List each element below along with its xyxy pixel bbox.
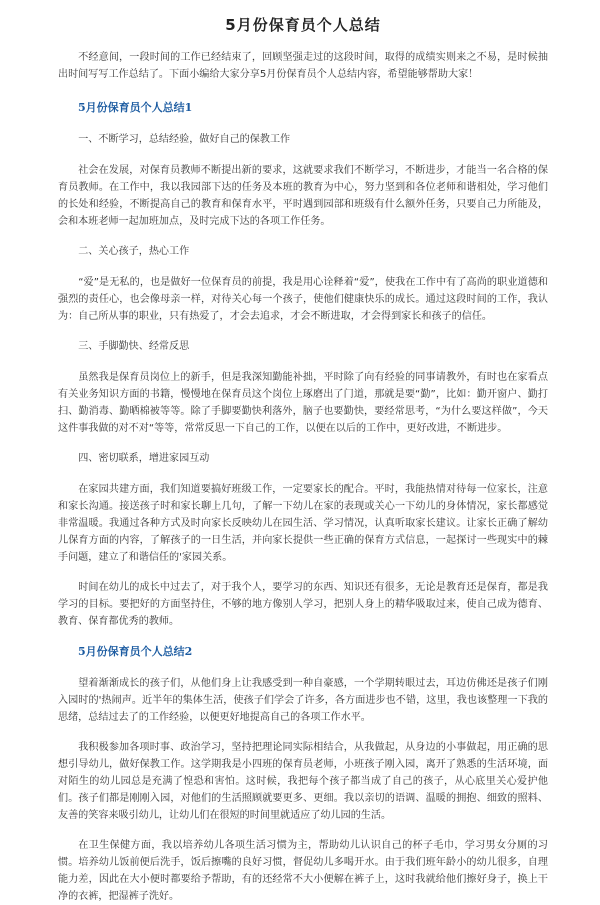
section-1-paragraph-1: 社会在发展，对保育员教师不断提出新的要求，这就要求我们不断学习，不断进步，才能当一名合格的保育员教师。在工作中，我以我园部下达的任务及本班的教育为中心，努力坚到和各位老师和谐相处，学习他们的长处和经验，不断提高自己的教育和保育水平，平时遇到园部和班级有什么额外任务，只要自己力所能及，会和本班老师一起加班加点，及时完成下达的各项工作任务。 xyxy=(58,165,548,227)
section-1-heading: 5月份保育员个人总结1 xyxy=(78,101,193,114)
section-2-paragraph-2: 我积极参加各项时事、政治学习，坚持把理论同实际相结合，从我做起，从身边的小事做起，用正确的思想引导幼儿，做好保教工作。这学期我是小四班的保育员老师，小班孩子刚入园，离开了熟悉的生活环境，面对陌生的幼儿园总是充满了惶恐和害怕。这时候，我把每个孩子都当成了自己的孩子，从心底里关心爱护他们。孩子们都是刚刚入园，对他们的生活照顾就要更多、更细。我以亲切的语调、温暖的拥抱、细致的照料、友善的笑容来吸引幼儿，让幼儿们在很短的时间里就适应了幼儿园的生活。 xyxy=(58,742,548,821)
section-1-paragraph-2: “爱”是无私的，也是做好一位保育员的前提，我是用心诠释着“爱”，使我在工作中有了高尚的职业道德和强烈的责任心，也会像母亲一样，对待关心每一个孩子，使他们健康快乐的成长。通过这段时间的工作，我认为：自己所从事的职业，只有热爱了，才会去追求，才会不断进取，才会得到家长和孩子的信任。 xyxy=(58,277,548,322)
section-1 xyxy=(58,99,548,630)
section-2 xyxy=(58,643,548,905)
intro-paragraph: 不经意间，一段时间的工作已经结束了，回顾坚强走过的这段时间，取得的成绩实则来之不易，是时候抽出时间写写工作总结了。下面小编给大家分享5月份保育员个人总结内容，希望能够帮助大家！ xyxy=(58,52,548,80)
section-1-subtitle-2: 二、关心孩子，热心工作 xyxy=(78,246,190,257)
page-title: 5月份保育员个人总结 xyxy=(225,16,381,34)
section-1-paragraph-3: 虽然我是保育员岗位上的新手，但是我深知勤能补拙，平时除了向有经验的同事请教外，有时也在家看点有关业务知识方面的书籍，慢慢地在保育员这个岗位上琢磨出了门道，那就是要“勤”，比如：勤开窗户、勤打扫、勤消毒、勤晒棉被等等。除了手脚要勤快利落外，脑子也要勤快，要经常思考，“为什么要这样做”，今天这件事我做的对不对“等等，常常反思一下自己的工作，以便在以后的工作中，更好改进，不断进步。 xyxy=(58,372,548,434)
section-2-paragraph-1: 望着渐渐成长的孩子们，从他们身上让我感受到一种自豪感，一个学期转眼过去，耳边仿佛还是孩子们刚入园时的'热闹声。近半年的集体生活，使孩子们学会了许多，各方面进步也不错，这里，我也该整理一下我的思绪，总结过去了的工作经验，以便更好地提高自己的各项工作水平。 xyxy=(58,678,548,723)
section-1-subtitle-3: 三、手脚勤快、经常反思 xyxy=(78,341,190,352)
section-1-subtitle-1: 一、不断学习，总结经验，做好自己的保教工作 xyxy=(78,134,291,145)
section-2-heading: 5月份保育员个人总结2 xyxy=(78,645,193,658)
section-2-paragraph-3: 在卫生保健方面，我以培养幼儿各项生活习惯为主，帮助幼儿认识自己的杯子毛巾，学习男女分厕的习惯。培养幼儿饭前便后洗手，饭后擦嘴的良好习惯，督促幼儿多喝开水。由于我们班年龄小的幼儿很多，自理能力差，因此在大小便时都要给予帮助，有的还经常不大小便解在裤子上，这时我就给他们擦好身子，换上干净的衣裤，把湿裤子洗好。 xyxy=(58,840,548,902)
section-1-subtitle-4: 四、密切联系，增进家园互动 xyxy=(78,453,210,464)
section-1-paragraph-5: 时间在幼儿的成长中过去了，对于我个人，要学习的东西、知识还有很多，无论是教育还是保育，都是我学习的目标。要把好的方面坚持住，不够的地方像别人学习，把别人身上的精华吸取过来，使自己成为德育、教育、保育都优秀的教师。 xyxy=(58,582,548,627)
section-1-paragraph-4: 在家园共建方面，我们知道要搞好班级工作，一定要家长的配合。平时，我能热情对待每一位家长，注意和家长沟通。接送孩子时和家长聊上几句，了解一下幼儿在家的表现或关心一下幼儿的身体情况，家长都感觉非常温暖。我通过各种方式及时向家长反映幼儿在园生活、学习情况，认真听取家长建议。让家长正确了解幼儿保育方面的内容，了解孩子的一日生活，并向家长提供一些正确的保育方式信息，一起探讨一些现实中的棘手问题，建立了和谐信任的'家园关系。 xyxy=(58,484,548,563)
